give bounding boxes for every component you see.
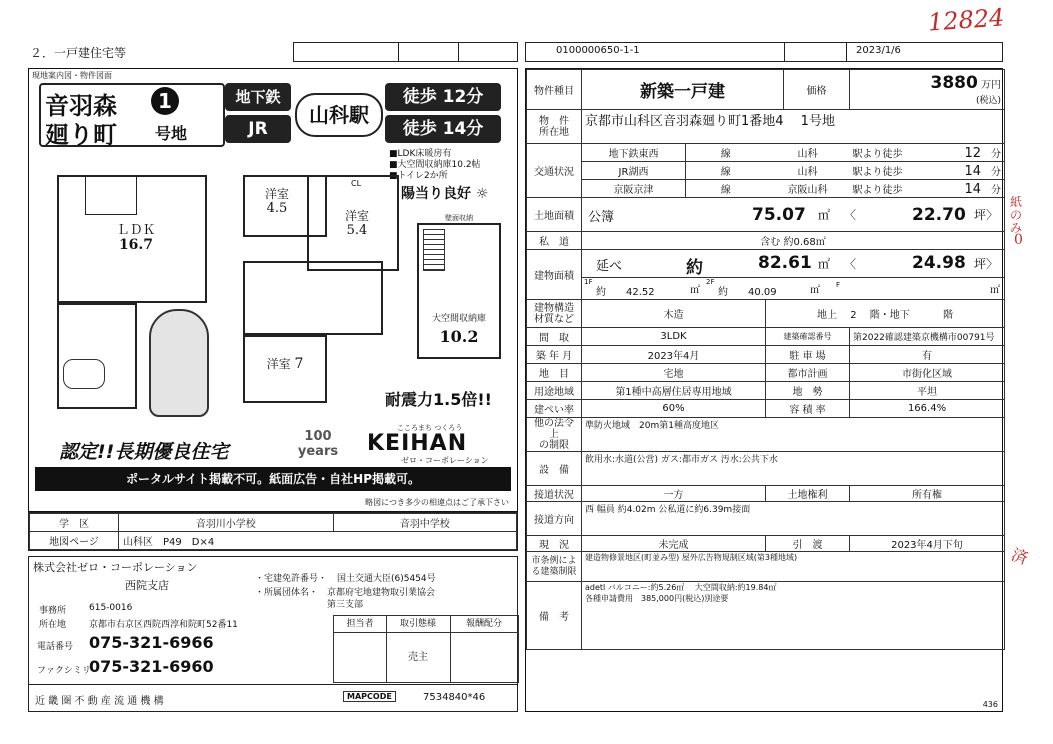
sunny-text: 陽当り良好 — [401, 186, 471, 202]
other-law-label-text: 他の法令上 の制限 — [534, 418, 574, 451]
brand-jp: ゼロ・コーポレーション — [401, 456, 489, 465]
structure-value: 木造 — [582, 300, 766, 328]
address-label: 所在地 — [39, 620, 67, 630]
area-title — [39, 83, 225, 147]
built-value: 2023年4月 — [582, 346, 766, 364]
map-note: 略図につき多少の相違点はご了承下さい — [365, 498, 509, 507]
ordinance-value: 建造物修景地区(町並み型) 屋外広告物規制区域(第3種地域) — [582, 552, 1005, 582]
agent-company: 株式会社ゼロ・コーポレーション — [33, 561, 198, 574]
price-tax: (税込) — [975, 96, 1002, 106]
building-tsubo-unit: 坪〉 — [974, 257, 999, 271]
assoc-value1: 京都府宅地建物取引業協会 — [327, 588, 436, 598]
sun-icon: ☼ — [475, 186, 489, 202]
quake-label: 耐震力1.5倍!! — [385, 390, 492, 409]
lot-badge — [151, 87, 179, 115]
floor2-label: 2F — [706, 278, 715, 286]
confirm-label: 建築確認番号 — [766, 328, 850, 346]
building-tsubo: 24.98 — [912, 253, 966, 273]
location-text: 京都市山科区音羽森廻り町1番地4 1号地 — [585, 114, 835, 129]
access-dir-value: 西 幅員 約4.02m 公私道に約6.39m接面 — [582, 502, 1005, 536]
transport-unit-3: 分 — [991, 184, 1002, 196]
transport-min-1 — [910, 144, 1005, 162]
room-west1: 洋室 — [264, 187, 289, 201]
page-number: 436 — [982, 700, 998, 709]
assoc-value2: 第三支部 — [327, 600, 364, 610]
handwritten-note-zero: 0 — [1014, 232, 1023, 248]
remarks-line-1: adetl バルコニー:約5.26㎡ 大空間収納:約19.84㎡ — [585, 583, 777, 592]
terrain-label: 地 勢 — [766, 382, 850, 400]
section-title: ２．一戸建住宅等 — [30, 46, 127, 60]
handover-label: 引 渡 — [766, 536, 850, 552]
ldk-label: ＬＤＫ — [116, 223, 156, 238]
room-west3 — [249, 355, 321, 372]
far-label: 容 積 率 — [766, 400, 850, 418]
floor1-unit: ㎡ — [690, 285, 700, 296]
school-junior: 音羽中学校 — [333, 514, 516, 532]
type-value — [582, 70, 784, 110]
room-west2-size: 5.4 — [346, 223, 368, 238]
floor2-value: 約 40.09 — [718, 287, 777, 298]
tel-label: 電話番号 — [37, 642, 74, 652]
storage-size: 10.2 — [439, 327, 479, 346]
transport-min-2-text: 14 — [964, 163, 982, 179]
built-label: 築 年 月 — [527, 346, 582, 364]
floor3-label: F — [836, 281, 841, 289]
building-m2: 82.61 — [758, 253, 812, 273]
walk-subway: 徒歩 12分 — [385, 83, 501, 111]
far-value: 166.4% — [850, 400, 1005, 418]
zoning-label: 用途地域 — [527, 382, 582, 400]
staff-label: 担当者 — [334, 616, 387, 633]
area-line2: 廻り町 — [45, 120, 117, 149]
feature-3: ■トイレ2か所 — [389, 171, 448, 181]
floor1-value: 約 42.52 — [596, 287, 655, 298]
land-right-label: 土地権利 — [766, 486, 850, 502]
transport-min-3-text: 14 — [964, 181, 982, 197]
location-value — [582, 110, 1005, 144]
parking-car — [149, 309, 209, 417]
school-label: 学 区 — [30, 514, 119, 532]
assoc-label: ・所属団体名・ — [255, 588, 319, 598]
land-kind: 公簿 — [588, 210, 615, 225]
transport-label: 交通状況 — [527, 144, 582, 198]
zoning-value: 第1種中高層住居専用地域 — [582, 382, 766, 400]
certified-label: 認定!!長期優良住宅 — [59, 441, 229, 463]
mapcode-label: MAPCODE — [343, 691, 396, 702]
private-road-label: 私 道 — [527, 232, 582, 250]
license-value: 国土交通大臣(6)5454号 — [337, 574, 436, 584]
handwritten-note-paper: 紙のみ — [1010, 195, 1023, 235]
ldk-size: 16.7 — [118, 237, 154, 253]
feature-2: ■大空間収納庫10.2帖 — [389, 160, 481, 170]
brand-logo: KEIHAN — [367, 431, 468, 456]
building-approx: 約 — [686, 258, 703, 278]
ordinance-label — [527, 552, 582, 582]
school-table — [28, 512, 518, 551]
handwritten-number: 12824 — [927, 3, 1006, 37]
bath — [63, 359, 105, 389]
transport-line-1: 地下鉄東西 — [582, 144, 686, 162]
building-kind: 延べ — [596, 259, 623, 274]
access-dir-label: 接道方向 — [527, 502, 582, 536]
postal-code: 615-0016 — [89, 603, 133, 613]
price-label: 価格 — [784, 70, 850, 110]
parking-label: 駐 車 場 — [766, 346, 850, 364]
mode-value: 売主 — [408, 652, 428, 663]
room-west3-label: 洋室 — [266, 357, 291, 371]
transport-sen-1: 線 — [686, 144, 766, 162]
line-subway: 地下鉄 — [225, 83, 291, 111]
floors-value: 地上 2 階・地下 階 — [766, 300, 1005, 328]
storage-wall-label: 壁面収納 — [445, 214, 473, 222]
land-m2: 75.07 — [752, 205, 806, 225]
land-use-value: 宅地 — [582, 364, 766, 382]
floorplan-1f — [41, 161, 211, 423]
mode-table — [333, 615, 519, 683]
floor2-unit: ㎡ — [810, 285, 820, 296]
status-value: 未完成 — [582, 536, 766, 552]
transport-min-1-text: 12 — [964, 145, 982, 161]
transport-station-1: 山科 — [766, 144, 850, 162]
stair-mark — [423, 229, 445, 271]
lot-suffix: 号地 — [155, 124, 188, 143]
structure-label — [527, 300, 582, 328]
city-plan-label: 都市計画 — [766, 364, 850, 382]
land-paren: 〈 — [844, 208, 857, 222]
type-label: 物件種目 — [527, 70, 582, 110]
city-plan-value: 市街化区域 — [850, 364, 1005, 382]
ordinance-label-text: 市条例によ る建築制限 — [531, 555, 577, 577]
mode-label: 取引態様 — [386, 616, 451, 633]
transport-from-1: 駅より徒歩 — [850, 144, 910, 162]
facilities-value: 飲用水:水道(公営) ガス:都市ガス 汚水:公共下水 — [582, 452, 1005, 486]
map-value: 山科区 P49 D×4 — [119, 532, 517, 550]
location-label — [527, 110, 582, 144]
floorplan-storage — [411, 213, 511, 365]
land-sqm-unit: ㎡ — [818, 208, 831, 222]
years-logo: 100 years — [297, 429, 339, 459]
transport-min-3 — [910, 180, 1005, 198]
floor1-label: 1F — [584, 278, 593, 286]
closet-label: CL — [351, 179, 362, 188]
terrain-value: 平坦 — [850, 382, 1005, 400]
mapcode-value: 7534840*46 — [423, 692, 486, 703]
building-label: 建物面積 — [527, 250, 582, 300]
area-line1: 音羽森 — [45, 91, 117, 120]
handwritten-note-done: 済 — [1008, 544, 1031, 569]
header-box-right — [525, 42, 1003, 62]
feature-1: ■LDK床暖房有 — [389, 149, 452, 159]
other-law-label — [527, 418, 582, 452]
access-value: 一方 — [582, 486, 766, 502]
price-unit: 万円 — [981, 80, 1002, 91]
brand-sub: こころまち つくろう — [397, 424, 463, 432]
land-cell — [582, 198, 1005, 232]
floor3-unit: ㎡ — [990, 285, 1000, 296]
remarks-cell — [582, 582, 1005, 650]
footer-org: 近 畿 圏 不 動 産 流 通 機 構 — [35, 696, 164, 707]
remarks-line-2: 各種申請費用 385,000円(税込)別途要 — [585, 594, 729, 603]
transport-line-3: 京阪京津 — [582, 180, 686, 198]
land-tsubo-unit: 坪〉 — [974, 208, 999, 222]
license-label: ・宅建免許番号・ — [255, 574, 328, 584]
building-paren: 〈 — [844, 257, 857, 271]
building-cell — [582, 250, 1005, 278]
price-cell — [850, 70, 1005, 110]
confirm-value: 第2022確認建築京機構市00791号 — [850, 328, 1005, 346]
header-box-left — [293, 42, 518, 62]
type-text: 新築一戸建 — [640, 82, 725, 102]
transport-sen-2: 線 — [686, 162, 766, 180]
lot-number: 1 — [158, 89, 172, 113]
transport-from-3: 駅より徒歩 — [850, 180, 910, 198]
land-right-value: 所有権 — [850, 486, 1005, 502]
walk-jr: 徒歩 14分 — [385, 115, 501, 143]
land-use-label: 地 目 — [527, 364, 582, 382]
room-west2: 洋室 — [344, 209, 369, 223]
transport-unit-1: 分 — [991, 148, 1002, 160]
map-label: 地図ページ — [30, 532, 119, 550]
access-panel — [225, 83, 503, 145]
floorplan-2f — [227, 171, 399, 407]
flyer-caption: 現地案内図・物件図面 — [32, 71, 112, 80]
agent-box — [28, 556, 518, 684]
agent-branch: 西院支店 — [125, 579, 169, 592]
facilities-label: 設 備 — [527, 452, 582, 486]
address-value: 京都市右京区西院西淳和院町52番11 — [89, 620, 238, 630]
layout-value: 3LDK — [582, 328, 766, 346]
transport-unit-2: 分 — [991, 166, 1002, 178]
land-label: 土地面積 — [527, 198, 582, 232]
remarks-label: 備 考 — [527, 582, 582, 650]
private-road-value: 含む 約0.68㎡ — [582, 232, 1005, 250]
sunny-label — [401, 183, 488, 203]
structure-label-text: 建物構造 材質など — [534, 302, 574, 325]
transport-min-2 — [910, 162, 1005, 180]
transport-from-2: 駅より徒歩 — [850, 162, 910, 180]
transport-station-3: 京阪山科 — [766, 180, 850, 198]
portal-notice: ポータルサイト掲載不可。紙面広告・自社HP掲載可。 — [35, 467, 511, 491]
line-jr: JR — [225, 115, 291, 143]
feature-list — [389, 149, 481, 182]
property-id: 0100000650-1-1 — [556, 45, 640, 56]
floor-areas — [582, 278, 1005, 300]
fax-value: 075-321-6960 — [89, 657, 214, 676]
footer-left-box — [28, 684, 518, 712]
transport-sen-3: 線 — [686, 180, 766, 198]
room-west3-size: 7 — [294, 356, 304, 372]
office-label: 事務所 — [39, 606, 67, 616]
handover-value: 2023年4月下旬 — [850, 536, 1005, 552]
location-label-text: 物 件 所在地 — [539, 115, 569, 138]
school-elementary: 音羽川小学校 — [119, 514, 334, 532]
storage-label: 大空間収納庫 — [431, 314, 486, 324]
access-label: 接道状況 — [527, 486, 582, 502]
other-law-value: 準防火地域 20m第1種高度地区 — [582, 418, 1005, 452]
layout-label: 間 取 — [527, 328, 582, 346]
parking-value: 有 — [850, 346, 1005, 364]
details-table — [525, 68, 1003, 712]
room-west1-size: 4.5 — [266, 201, 288, 216]
station-name: 山科駅 — [295, 93, 383, 137]
price-value: 3880 — [930, 73, 978, 93]
tel-value: 075-321-6966 — [89, 633, 214, 652]
transport-line-2: JR湖西 — [582, 162, 686, 180]
status-label: 現 況 — [527, 536, 582, 552]
land-tsubo: 22.70 — [912, 205, 966, 225]
property-flyer — [28, 68, 518, 512]
transport-station-2: 山科 — [766, 162, 850, 180]
building-sqm-unit: ㎡ — [818, 257, 831, 271]
fax-label: ファクシミリ — [37, 666, 91, 676]
bcr-value: 60% — [582, 400, 766, 418]
fee-label: 報酬配分 — [450, 616, 518, 633]
report-date: 2023/1/6 — [856, 45, 901, 56]
bcr-label: 建ぺい率 — [527, 400, 582, 418]
